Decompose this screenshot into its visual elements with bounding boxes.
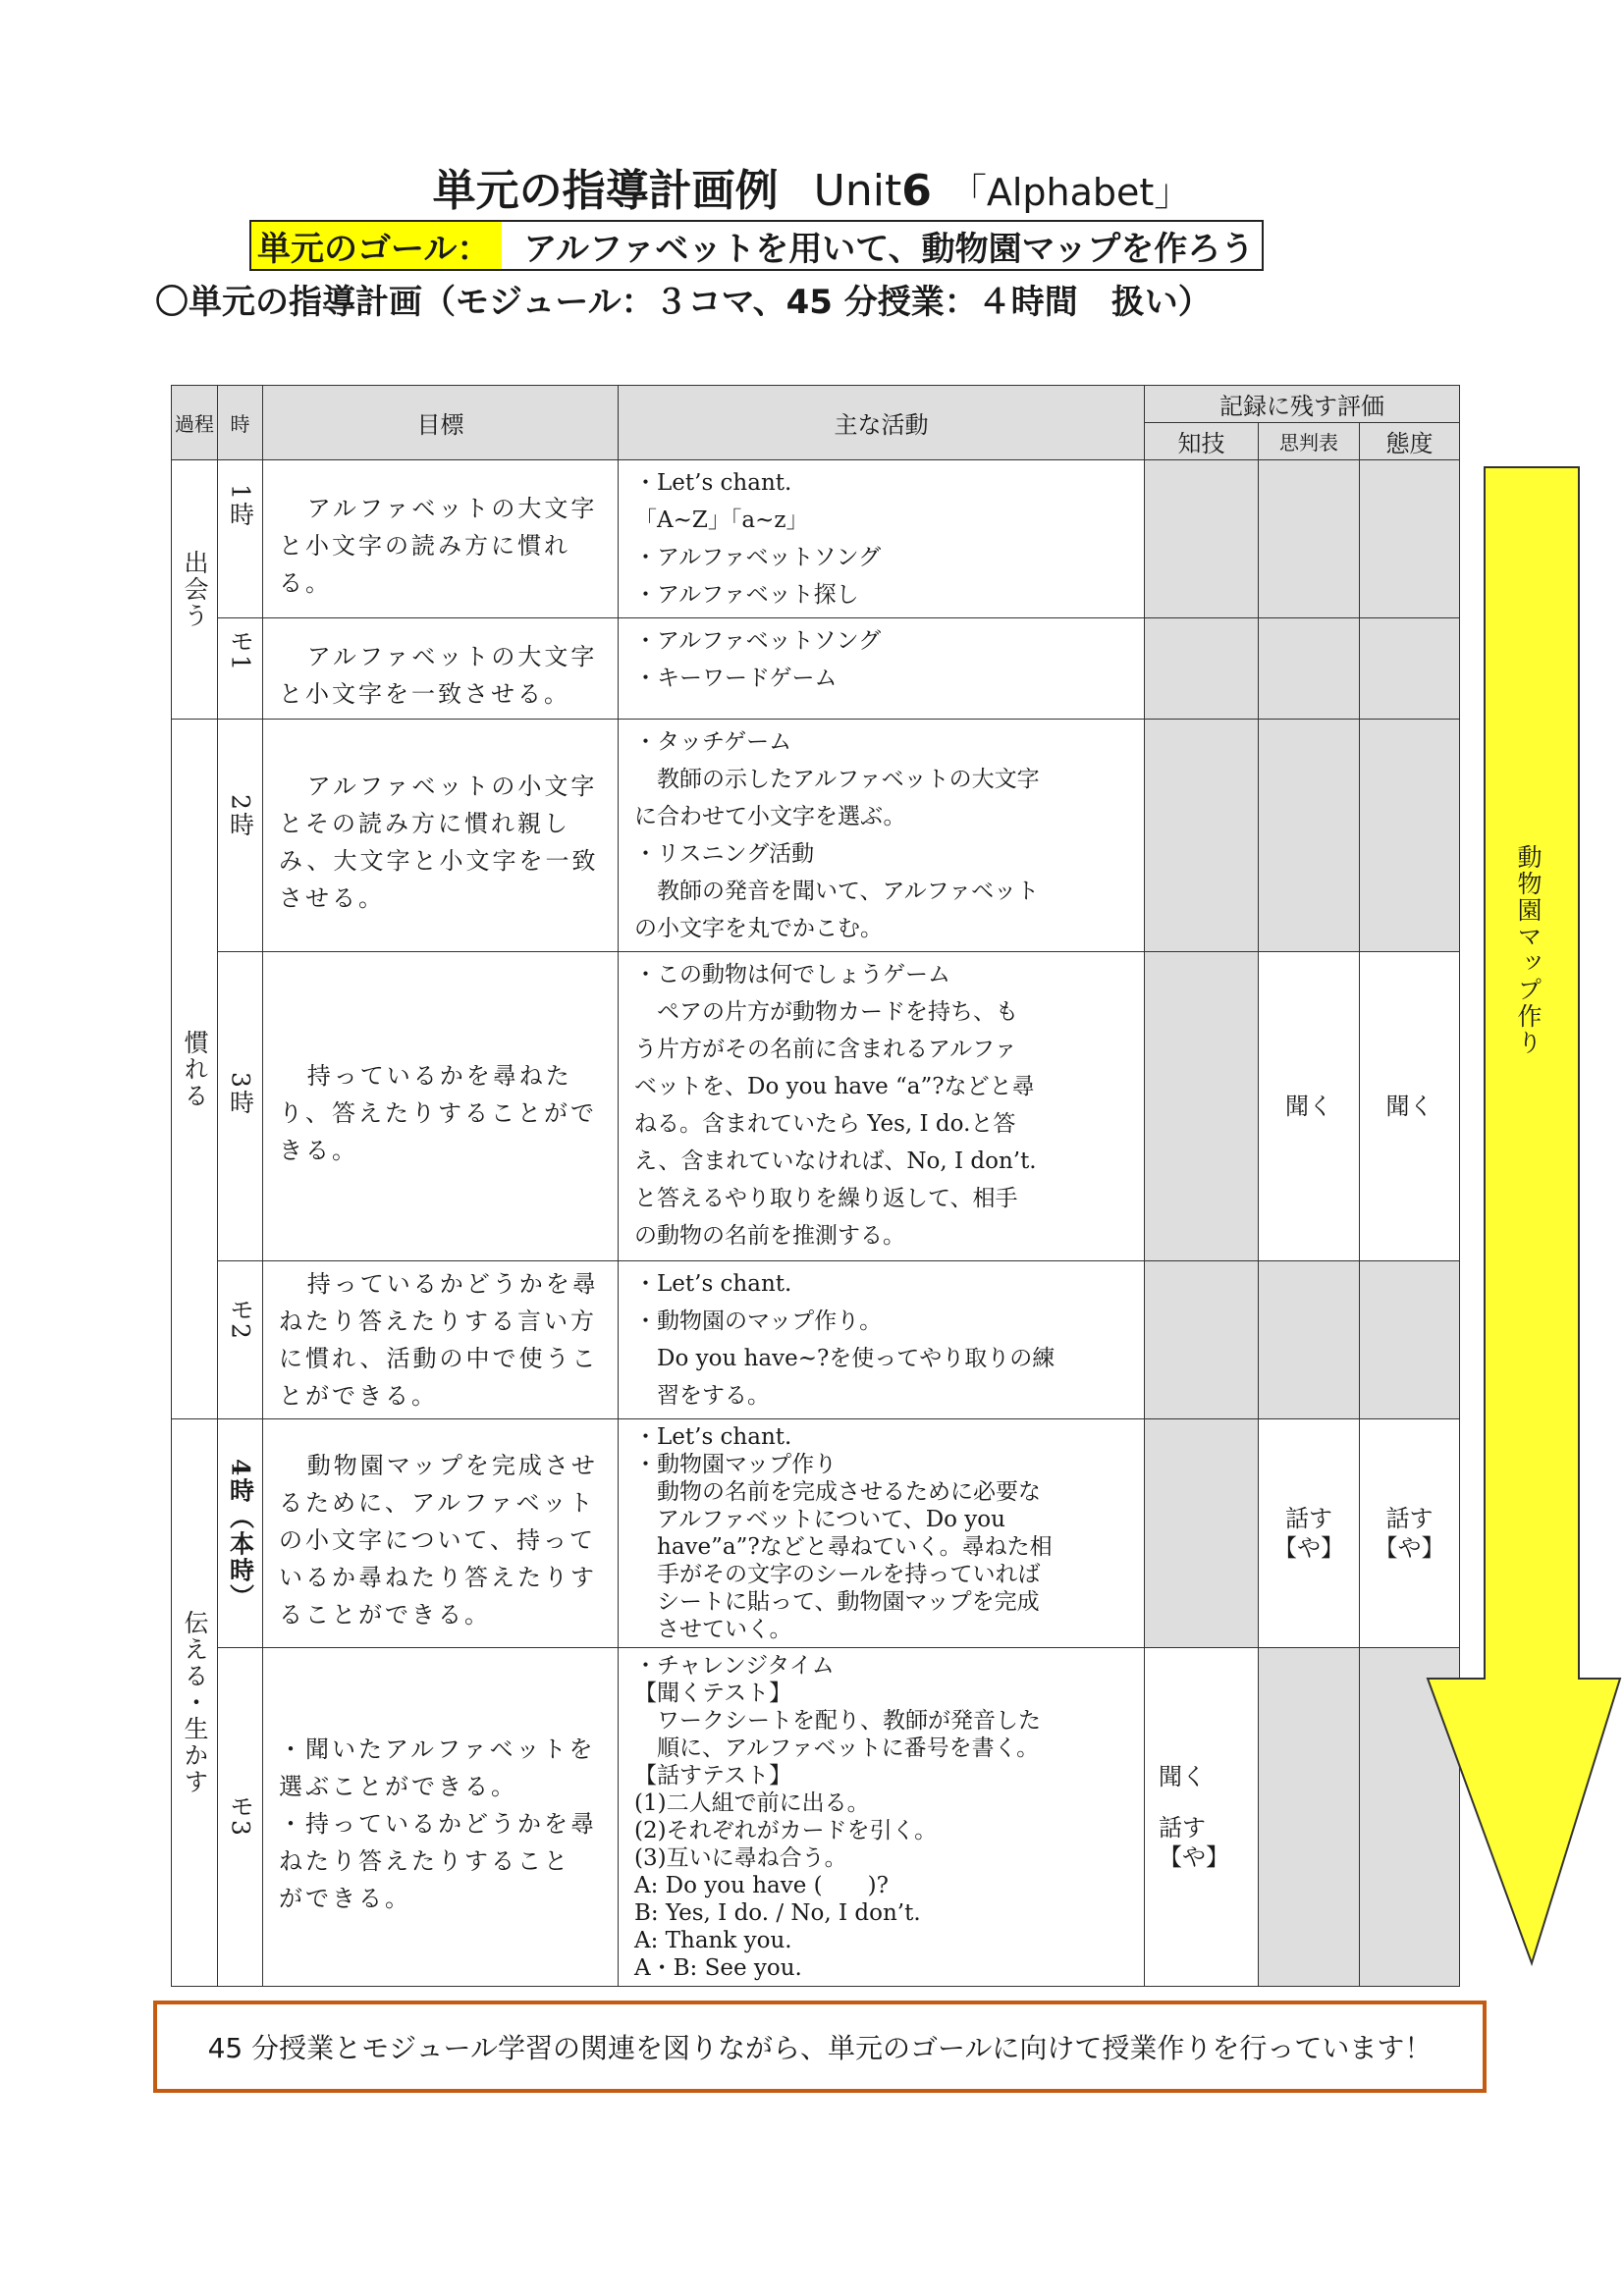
activity-line: ・動物園のマップ作り。	[634, 1308, 883, 1334]
eval-thinking	[1259, 618, 1360, 720]
title-main: 単元の指導計画例	[432, 166, 779, 216]
activity-line: 「A~Z」「a~z」	[634, 507, 809, 533]
header-evaluation: 記録に残す評価	[1145, 386, 1460, 423]
activity-line: ・タッチゲーム	[634, 729, 792, 755]
eval-knowledge	[1145, 1261, 1259, 1419]
activities-cell	[619, 618, 1145, 720]
unit-goal-text: アルファベットを用いて、動物園マップを作ろう	[523, 229, 1255, 269]
activity-line: ・この動物は何でしょうゲーム	[634, 962, 950, 988]
eval-knowledge	[1145, 618, 1259, 720]
activity-line: B: Yes, I do. / No, I don’t.	[634, 1900, 921, 1926]
title-unit-number: 6	[901, 166, 932, 216]
header-objective: 目標	[263, 386, 619, 460]
table-row	[172, 618, 1460, 720]
activity-line: の動物の名前を推測する。	[634, 1223, 905, 1249]
objective-line: ができる。	[279, 1885, 411, 1912]
objective-cell: アルファベットの大文字と小文字を一致させる。	[263, 618, 619, 720]
activity-line: 手がその文字のシールを持っていれば	[634, 1562, 1041, 1587]
time-cell	[218, 460, 263, 618]
activity-line: アルファベットについて、Do you	[634, 1507, 1005, 1532]
activity-line: 【話すテスト】	[634, 1763, 792, 1789]
time-label: モ3	[226, 1793, 255, 1838]
header-time: 時	[218, 386, 263, 460]
page-title	[0, 155, 1624, 218]
activity-line: ・キーワードゲーム	[634, 666, 838, 691]
eval-line: 聞く	[1159, 1763, 1206, 1790]
activity-line: 【聞くテスト】	[634, 1681, 792, 1706]
activity-line: え、含まれていなければ、No, I don’t.	[634, 1148, 1037, 1174]
table-row	[172, 1261, 1460, 1419]
activity-line: 順に、アルファベットに番号を書く。	[634, 1735, 1040, 1761]
eval-line: 話す	[1159, 1814, 1206, 1842]
activity-line: う片方がその名前に含まれるアルファ	[634, 1037, 1017, 1062]
activity-line: 習をする。	[634, 1383, 770, 1409]
header-knowledge: 知技	[1145, 423, 1259, 460]
activity-line: 動物の名前を完成させるために必要な	[634, 1479, 1041, 1505]
table-row	[172, 720, 1460, 952]
time-cell	[218, 720, 263, 952]
process-label: 伝える・生かす	[181, 1610, 209, 1795]
time-label: モ2	[226, 1297, 255, 1341]
time-cell	[218, 618, 263, 720]
eval-knowledge	[1145, 460, 1259, 618]
eval-knowledge	[1145, 1648, 1259, 1987]
eval-thinking	[1259, 720, 1360, 952]
activity-line: ・Let’s chant.	[634, 1424, 792, 1450]
activity-line: have”a”?などと尋ねていく。尋ねた相	[634, 1534, 1053, 1560]
process-label: 慣れる	[181, 1029, 209, 1109]
activity-line: (2)それぞれがカードを引く。	[634, 1818, 938, 1843]
activity-line: 教師の発音を聞いて、アルファベット	[634, 879, 1040, 904]
time-cell	[218, 1419, 263, 1648]
activity-line: (3)互いに尋ね合う。	[634, 1845, 847, 1871]
activity-line: A・B: See you.	[634, 1955, 802, 1981]
time-cell	[218, 1261, 263, 1419]
activity-line: と答えるやり取りを繰り返して、相手	[634, 1186, 1018, 1211]
time-label: 3時	[226, 1072, 255, 1116]
activities-cell	[619, 1648, 1145, 1987]
activity-line: ・Let’s chant.	[634, 1271, 792, 1297]
activities-cell	[619, 1419, 1145, 1648]
activity-line: シートに貼って、動物園マップを完成	[634, 1589, 1040, 1615]
activity-line: ・動物園マップ作り	[634, 1452, 838, 1477]
objective-line: ・聞いたアルファベットを	[279, 1735, 596, 1763]
activities-cell	[619, 1261, 1145, 1419]
eval-thinking	[1259, 1261, 1360, 1419]
activity-line: に合わせて小文字を選ぶ。	[634, 804, 906, 829]
eval-attitude: 話す【や】	[1360, 1419, 1460, 1648]
activity-line: させていく。	[634, 1617, 792, 1642]
eval-thinking	[1259, 460, 1360, 618]
objective-cell: 持っているかどうかを尋ねたり答えたりする言い方に慣れ、活動の中で使うことができる。	[263, 1261, 619, 1419]
eval-knowledge	[1145, 1419, 1259, 1648]
activity-line: ・アルファベットソング	[634, 628, 882, 654]
activity-line: ペアの片方が動物カードを持ち、も	[634, 999, 1018, 1025]
eval-attitude: 聞く	[1360, 952, 1460, 1261]
time-cell	[218, 952, 263, 1261]
table-row	[172, 952, 1460, 1261]
table-row	[172, 1419, 1460, 1648]
unit-goal-box	[249, 220, 1264, 271]
activity-line: (1)二人組で前に出る。	[634, 1790, 870, 1816]
activity-line: ねる。含まれていたら Yes, I do.と答	[634, 1111, 1016, 1137]
process-cell	[172, 720, 218, 1419]
plan-heading: 〇単元の指導計画（モジュール：３コマ、45 分授業：４時間 扱い）	[155, 283, 1212, 322]
process-cell	[172, 460, 218, 720]
activity-line: ・アルファベットソング	[634, 545, 882, 570]
time-label: 4時（本時）	[226, 1459, 255, 1611]
header-thinking: 思判表	[1259, 423, 1360, 460]
teaching-plan-table	[171, 385, 1460, 1987]
eval-line: 【や】	[1159, 1843, 1229, 1871]
table-row	[172, 1648, 1460, 1987]
header-attitude: 態度	[1360, 423, 1460, 460]
activity-line: ベットを、Do you have “a”?などと尋	[634, 1074, 1035, 1099]
down-arrow-icon	[1422, 461, 1624, 1973]
objective-cell: アルファベットの小文字とその読み方に慣れ親しみ、大文字と小文字を一致させる。	[263, 720, 619, 952]
eval-thinking: 話す【や】	[1259, 1419, 1360, 1648]
activity-line: ワークシートを配り、教師が発音した	[634, 1708, 1041, 1734]
arrow-label: 動物園マップ作り	[1514, 844, 1543, 1056]
activities-cell	[619, 720, 1145, 952]
activity-line: A: Do you have ( )?	[634, 1873, 889, 1898]
process-label: 出会う	[181, 550, 209, 629]
activity-line: の小文字を丸でかこむ。	[634, 916, 883, 941]
activity-line: ・チャレンジタイム	[634, 1653, 835, 1679]
activity-line: Do you have~?を使ってやり取りの練	[634, 1346, 1056, 1371]
header-activities: 主な活動	[619, 386, 1145, 460]
activity-line: A: Thank you.	[634, 1928, 792, 1953]
title-unit-name: 「Alphabet」	[948, 171, 1192, 214]
objective-line: ・持っているかどうかを尋	[279, 1810, 597, 1838]
time-cell	[218, 1648, 263, 1987]
bottom-note: 45 分授業とモジュール学習の関連を図りながら、単元のゴールに向けて授業作りを行っています！	[153, 2001, 1487, 2093]
table-row	[172, 460, 1460, 618]
eval-knowledge	[1145, 952, 1259, 1261]
activities-cell	[619, 460, 1145, 618]
time-label: 2時	[226, 794, 255, 838]
title-unit: Unit	[813, 166, 902, 216]
objective-line: 選ぶことができる。	[279, 1773, 517, 1800]
activity-line: 教師の示したアルファベットの大文字	[634, 767, 1040, 792]
activities-cell	[619, 952, 1145, 1261]
objective-cell	[263, 1648, 619, 1987]
time-label: 1時	[226, 484, 255, 528]
objective-cell: 持っているかを尋ねたり、答えたりすることができる。	[263, 952, 619, 1261]
activity-line: ・アルファベット探し	[634, 582, 859, 608]
zoo-map-arrow	[1422, 461, 1624, 1973]
eval-knowledge	[1145, 720, 1259, 952]
process-cell	[172, 1419, 218, 1987]
objective-line: ねたり答えたりすること	[279, 1847, 570, 1875]
objective-cell: 動物園マップを完成させるために、アルファベットの小文字について、持っているか尋ねたり答えたりすることができる。	[263, 1419, 619, 1648]
objective-cell: アルファベットの大文字と小文字の読み方に慣れる。	[263, 460, 619, 618]
eval-thinking: 聞く	[1259, 952, 1360, 1261]
unit-goal-label: 単元のゴール：	[251, 222, 502, 269]
activity-line: ・リスニング活動	[634, 841, 815, 867]
activity-line: ・Let’s chant.	[634, 470, 792, 496]
time-label: モ1	[226, 628, 255, 672]
header-process: 過程	[172, 386, 218, 460]
eval-thinking	[1259, 1648, 1360, 1987]
